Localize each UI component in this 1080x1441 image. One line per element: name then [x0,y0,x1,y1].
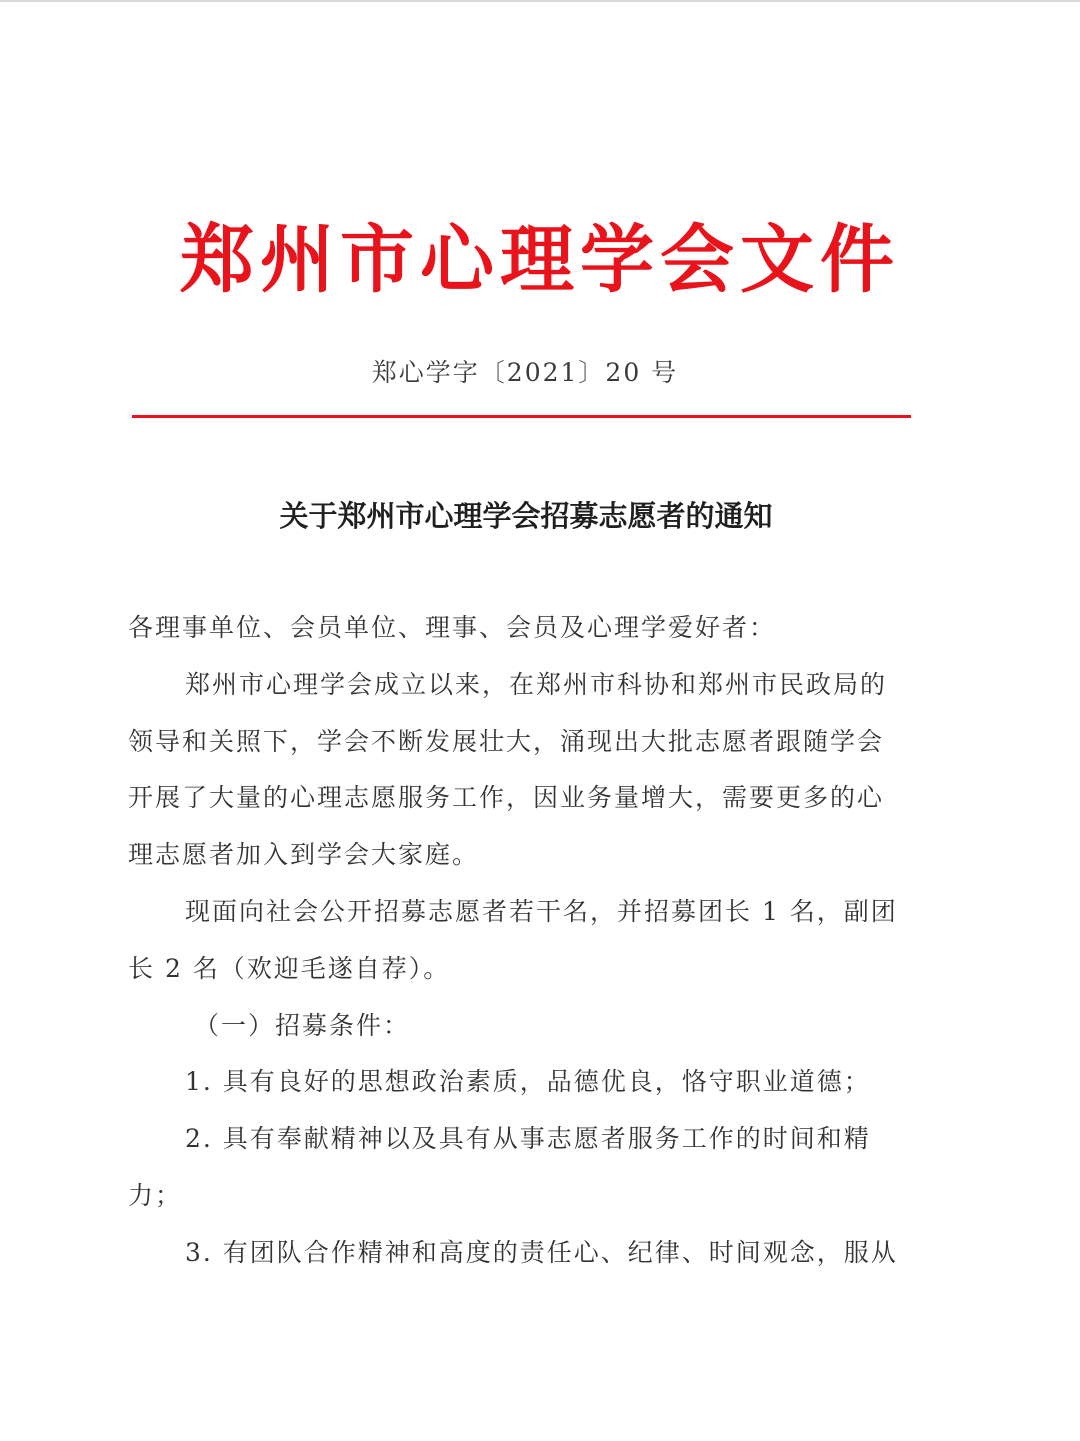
page-top-edge [0,0,1080,2]
document-header-title: 郑州市心理学会文件 [180,217,900,303]
document-number: 郑心学字〔2021〕20 号 [371,358,679,387]
body-line: 开展了大量的心理志愿服务工作，因业务量增大，需要更多的心 [128,783,885,813]
body-line: 长 2 名（欢迎毛遂自荐）。 [128,953,451,983]
condition-item-continuation: 力； [128,1180,183,1210]
notice-body [128,606,928,1288]
condition-item: 1. 具有良好的思想政治素质，品德优良，恪守职业道德； [185,1067,871,1097]
condition-item: 2. 具有奉献精神以及具有从事志愿者服务工作的时间和精 [185,1124,871,1154]
condition-item: 3. 有团队合作精神和高度的责任心、纪律、时间观念，服从 [185,1237,898,1267]
salutation-line: 各理事单位、会员单位、理事、会员及心理学爱好者： [128,613,777,642]
section-heading-recruitment-conditions: （一）招募条件： [194,1010,411,1040]
header-red-rule [132,415,911,418]
body-line: 现面向社会公开招募志愿者若干名，并招募团长 1 名，副团 [185,896,898,926]
body-line: 理志愿者加入到学会大家庭。 [128,840,480,870]
body-line: 郑州市心理学会成立以来，在郑州市科协和郑州市民政局的 [185,669,888,699]
notice-title: 关于郑州市心理学会招募志愿者的通知 [279,499,773,533]
body-line: 领导和关照下，学会不断发展壮大，涌现出大批志愿者跟随学会 [128,726,885,756]
